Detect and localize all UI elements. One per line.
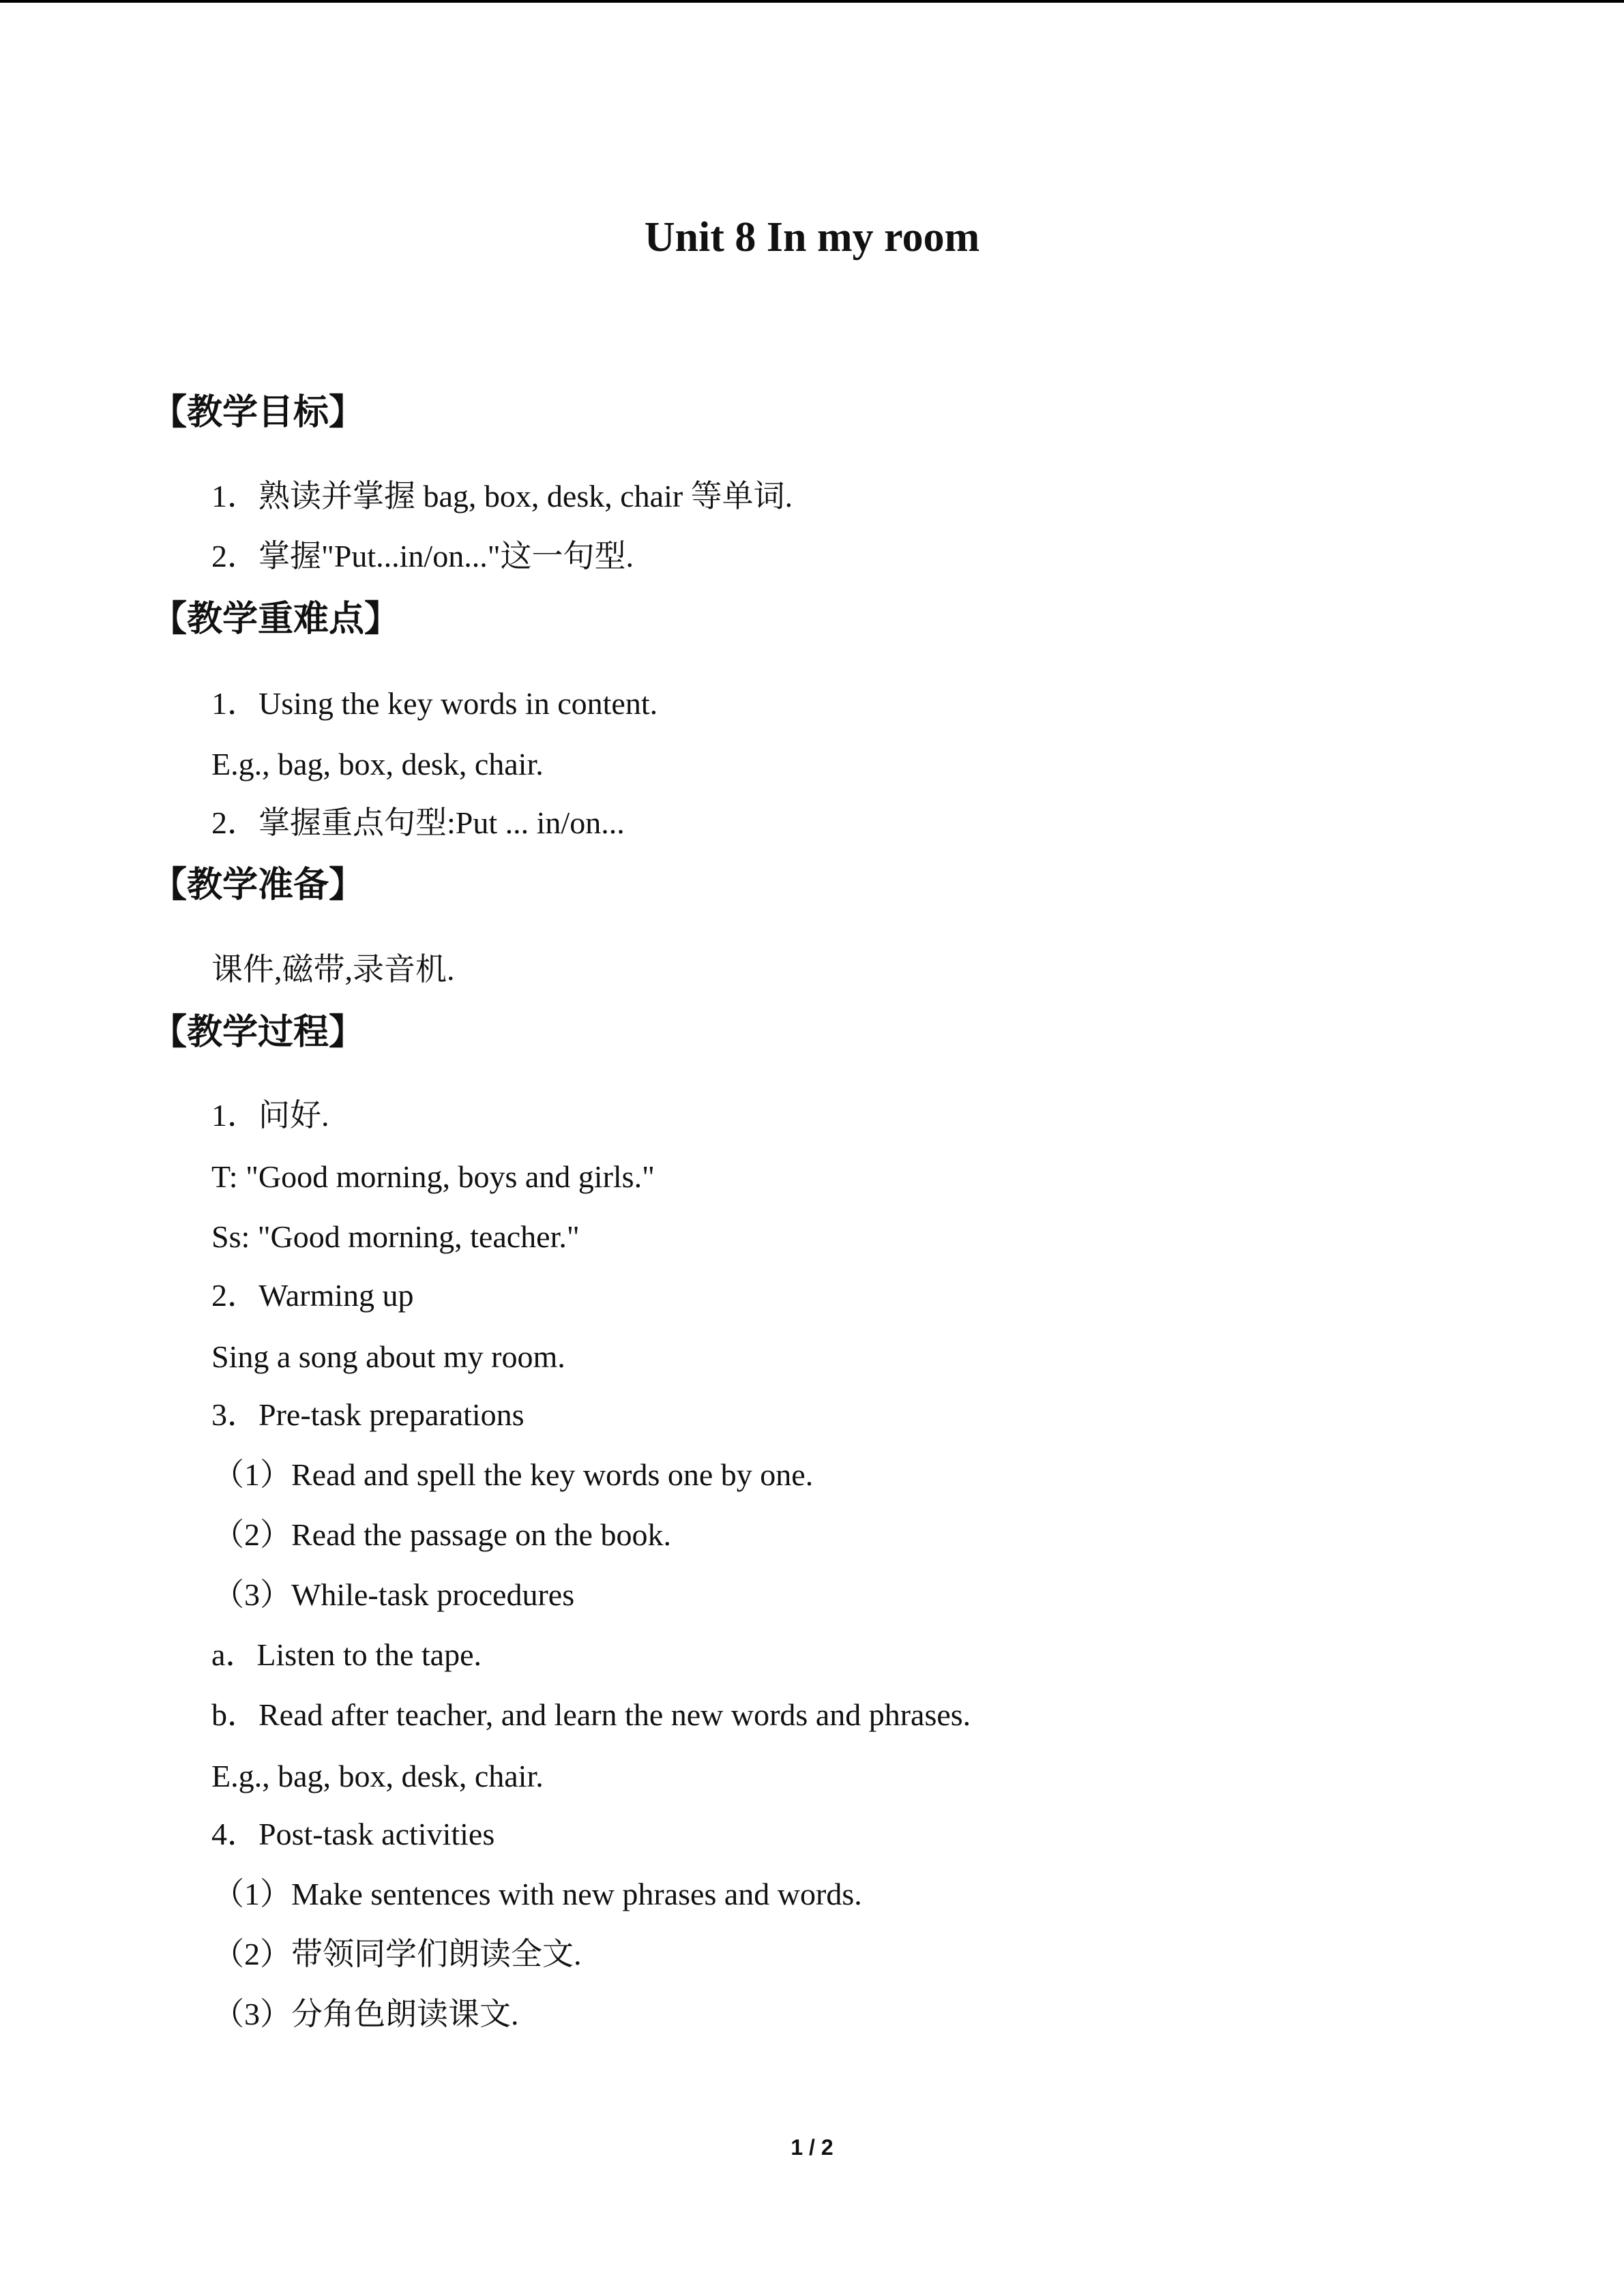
objective-item: 1．熟读并掌握 bag, box, desk, chair 等单词.: [211, 479, 793, 513]
process-item: （1）Make sentences with new phrases and words.: [213, 1877, 862, 1911]
process-item: Sing a song about my room.: [211, 1339, 565, 1374]
page-top-border: [0, 0, 1624, 3]
process-item: 4．Post-task activities: [211, 1817, 495, 1851]
preparation-item: 课件,磁带,录音机.: [211, 952, 455, 987]
section-heading-key-points: 【教学重难点】: [151, 599, 400, 640]
page-number: 1 / 2: [791, 2135, 833, 2160]
process-item: T: "Good morning, boys and girls.": [211, 1159, 655, 1194]
section-heading-process: 【教学过程】: [151, 1012, 365, 1053]
section-heading-preparation: 【教学准备】: [151, 865, 365, 906]
document-title: Unit 8 In my room: [644, 214, 980, 260]
process-item: Ss: "Good morning, teacher.": [211, 1219, 580, 1254]
objective-item: 2．掌握"Put...in/on..."这一句型.: [211, 539, 634, 573]
process-item: （1）Read and spell the key words one by one.: [213, 1457, 814, 1492]
process-item: b．Read after teacher, and learn the new words and phrases.: [211, 1697, 971, 1732]
process-item: a．Listen to the tape.: [211, 1637, 482, 1672]
process-item: （3）While-task procedures: [213, 1577, 575, 1612]
process-item: E.g., bag, box, desk, chair.: [211, 1759, 544, 1793]
key-point-item: E.g., bag, box, desk, chair.: [211, 747, 544, 781]
process-item: 2．Warming up: [211, 1278, 414, 1313]
process-item: （2）Read the passage on the book.: [213, 1517, 671, 1552]
process-item: （3）分角色朗读课文.: [213, 1997, 519, 2031]
process-item: （2）带领同学们朗读全文.: [213, 1937, 582, 1971]
key-point-item: 1．Using the key words in content.: [211, 686, 658, 721]
process-item: 3．Pre-task preparations: [211, 1397, 525, 1432]
section-heading-objectives: 【教学目标】: [151, 392, 365, 433]
process-item: 1．问好.: [211, 1098, 329, 1133]
key-point-item: 2．掌握重点句型:Put ... in/on...: [211, 805, 625, 840]
